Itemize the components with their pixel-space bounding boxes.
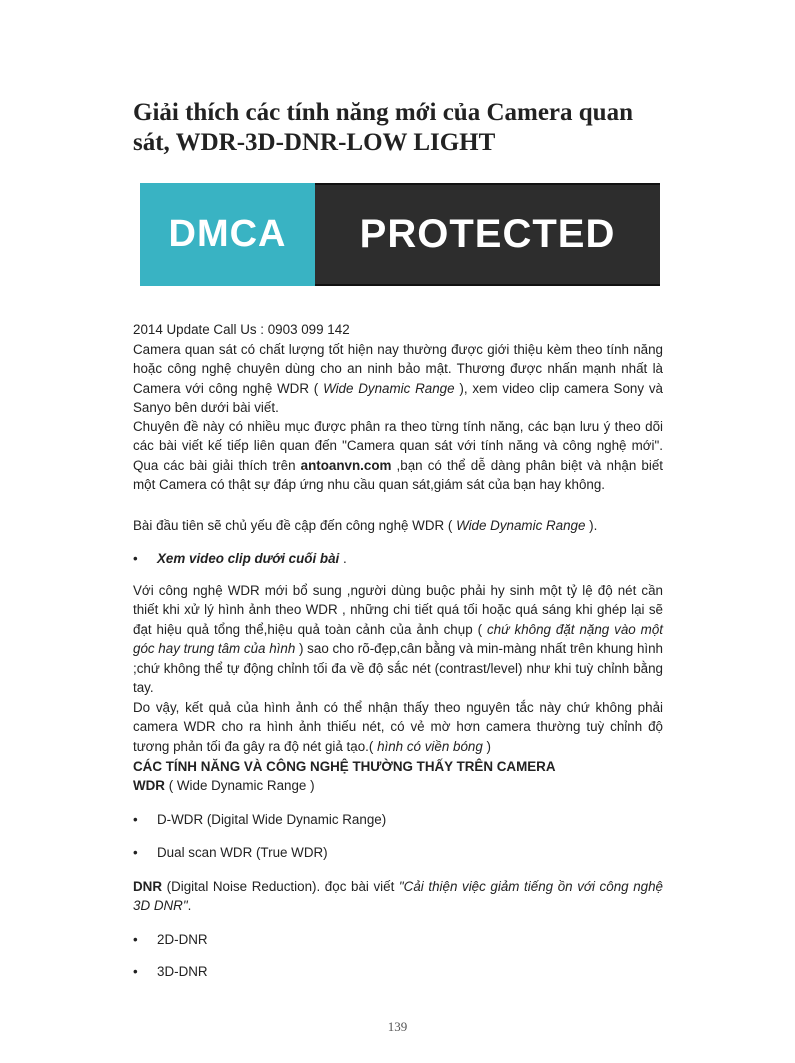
bullet-dot: • — [133, 551, 138, 566]
paragraph-first-article-italic: Wide Dynamic Range — [456, 518, 586, 533]
paragraph-wdr-explain — [133, 581, 663, 697]
dnr-line-text: (Digital Noise Reduction). đọc bài viết — [162, 879, 399, 894]
dnr-label: DNR — [133, 879, 163, 894]
paragraph-series — [133, 417, 663, 495]
paragraph-intro-tail: ), xem video clip camera Sony và Sanyo bên dưới bài viết. — [133, 380, 663, 416]
paragraph-result-italic: hình có viền bóng — [377, 738, 483, 754]
dnr-article-link[interactable]: "Cải thiện việc giảm tiếng ồn với công nghệ 3D DNR" — [133, 879, 663, 914]
paragraph-result-tail: ) — [482, 738, 491, 754]
video-link[interactable]: Xem video clip dưới cuối bài — [157, 551, 340, 566]
section-heading: CÁC TÍNH NĂNG VÀ CÔNG NGHỆ THƯỜNG THẤY TRÊN CAMERA — [133, 759, 556, 774]
update-line: 2014 Update Call Us : 0903 099 142 — [133, 322, 350, 337]
paragraph-wdr-explain-tail: ) sao cho rõ-đẹp,cân bằng và min-màng nhất trên khung hình ;chứ không thể tự động chỉnh tối đa về độ sắc nét (contrast/level) như khi tuỳ chỉnh bằng tay. — [133, 641, 664, 696]
list-item-text: 3D-DNR — [157, 964, 208, 979]
protected-label: PROTECTED — [359, 212, 616, 256]
paragraph-intro-text: Camera quan sát có chất lượng tốt hiện nay thường được giới thiệu kèm theo tính năng hoặc công nghệ chuyên dùng cho an ninh bảo mật. Thương được nhấn mạnh nhất là Camera với công nghệ WDR ( — [133, 342, 663, 396]
paragraph-result — [133, 698, 663, 756]
page-number: 139 — [387, 1019, 408, 1034]
bullet-dot: • — [133, 845, 138, 860]
paragraph-intro-italic: Wide Dynamic Range — [323, 380, 455, 396]
bullet-dot: • — [133, 812, 138, 827]
paragraph-wdr-explain-italic: chứ không đặt nặng vào một góc hay trung tâm của hình — [133, 621, 664, 657]
bullet-dot: • — [133, 964, 138, 979]
list-item-text: Dual scan WDR (True WDR) — [157, 845, 328, 860]
bullet-dot: • — [133, 932, 138, 947]
dmca-protected-badge[interactable] — [140, 183, 660, 286]
list-item-text: 2D-DNR — [157, 932, 208, 947]
paragraph-intro — [133, 340, 663, 418]
wdr-label: WDR — [133, 778, 165, 793]
bullet-video-text — [157, 549, 347, 568]
dnr-line — [133, 877, 663, 916]
wdr-line-tail: ( Wide Dynamic Range ) — [164, 778, 315, 793]
dnr-line-tail: . — [187, 898, 192, 914]
paragraph-series-text: Chuyên đề này có nhiều mục được phân ra theo từng tính năng, các bạn lưu ý theo dõi các bài viết kế tiếp liên quan đến "Camera quan sát với tính năng và công nghệ mới". Qua các bài giải thích trên — [133, 419, 663, 473]
list-item-text: D-WDR (Digital Wide Dynamic Range) — [157, 812, 387, 827]
article-title: Giải thích các tính năng mới của Camera quan sát, WDR-3D-DNR-LOW LIGHT — [133, 99, 633, 156]
paragraph-series-tail: ,bạn có thể dễ dàng phân biệt và nhận biết một Camera có thật sự đáp ứng nhu cầu quan sát,giám sát của bạn hay không. — [133, 457, 663, 493]
paragraph-first-article — [133, 516, 663, 535]
paragraph-result-text: Do vậy, kết quả của hình ảnh có thể nhận thấy theo nguyên tắc này chứ không phải camera WDR cho ra hình ảnh thiếu nét, có vẻ mờ hơn camera thường tuỳ chỉnh độ tương phản tối đa gây ra độ nét giả tạo.( — [133, 700, 663, 754]
protected-label-box — [315, 183, 660, 286]
dmca-label: DMCA — [140, 183, 315, 286]
paragraph-first-article-tail: ). — [585, 518, 598, 533]
site-link[interactable]: antoanvn.com — [300, 457, 392, 473]
bullet-video-tail: . — [339, 551, 347, 566]
paragraph-wdr-explain-text: Với công nghệ WDR mới bổ sung ,người dùng buộc phải hy sinh một tỷ lệ độ nét cần thiết khi xử lý hình ảnh theo WDR , những chi tiết quá tối hoặc quá sáng khi ghép lại sẽ đạt hiệu quả tổng thể,hiệu quả toàn cảnh của ảnh chụp ( — [133, 583, 663, 637]
paragraph-first-article-text: Bài đầu tiên sẽ chủ yếu đề cập đến công nghệ WDR ( — [133, 518, 457, 533]
wdr-line — [133, 776, 663, 795]
